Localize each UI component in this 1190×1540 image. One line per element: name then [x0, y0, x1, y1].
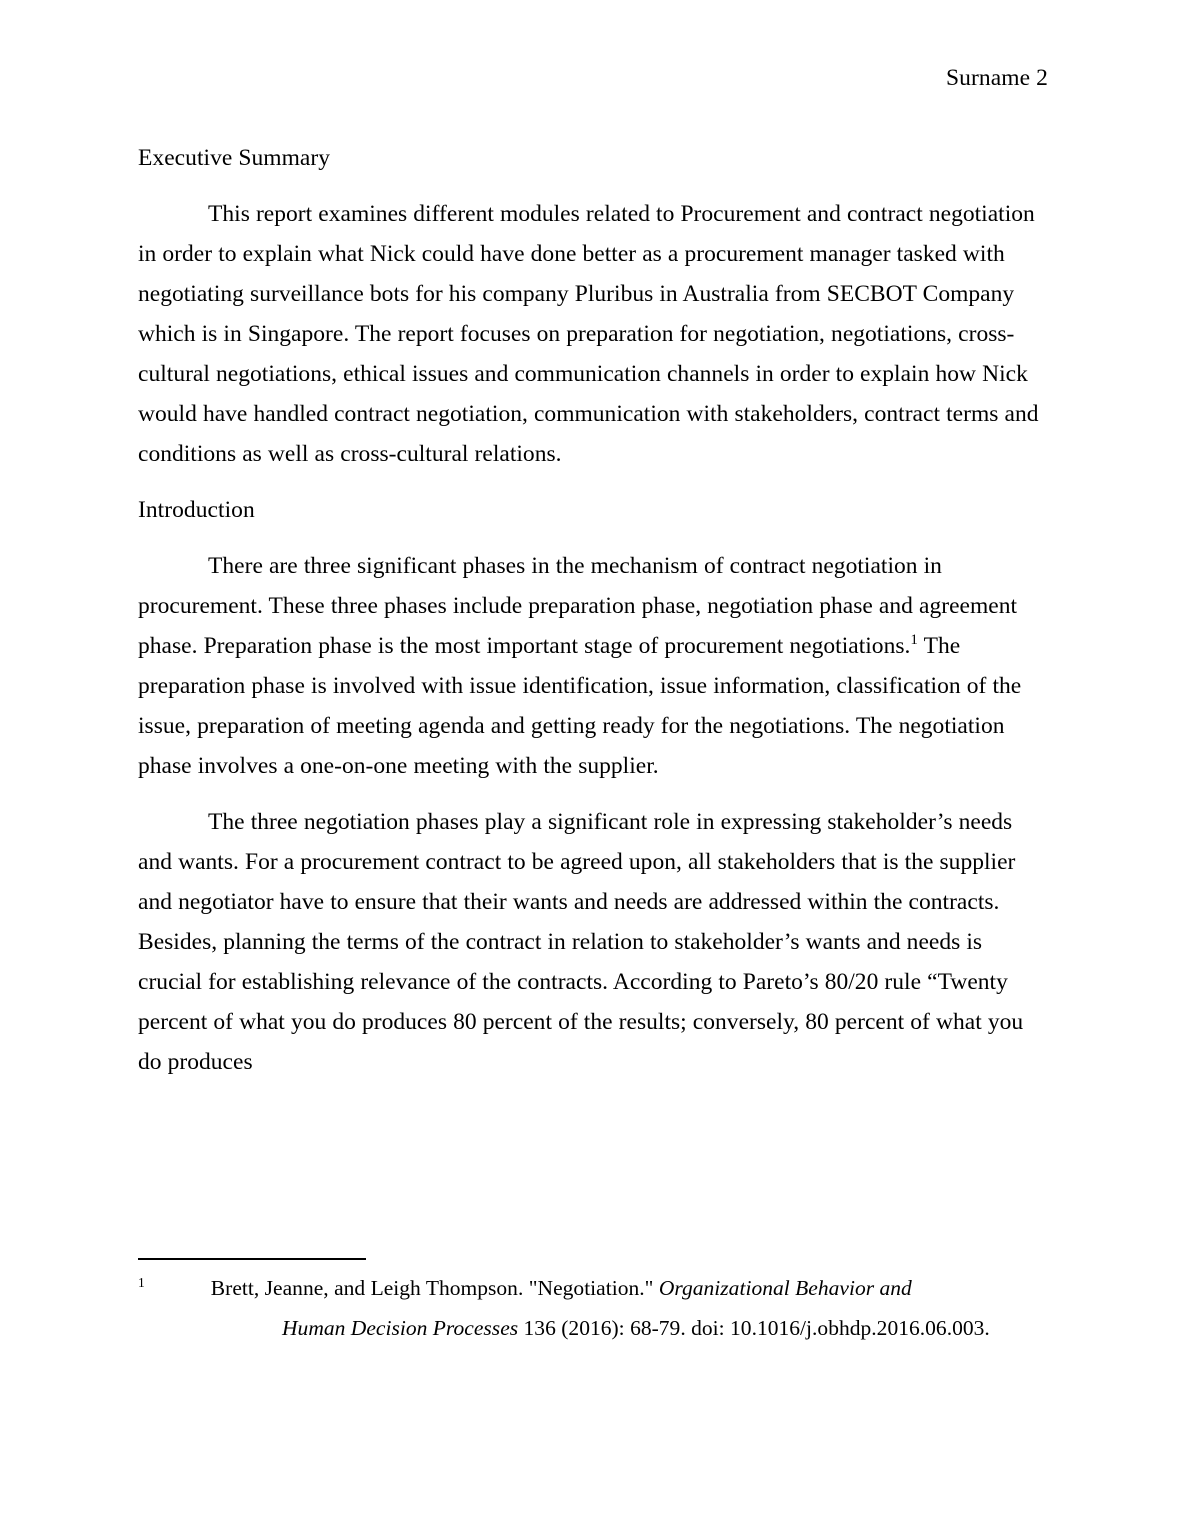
heading-executive-summary: Executive Summary	[138, 145, 331, 171]
footnote-citation-text-1: Brett, Jeanne, and Leigh Thompson. "Negotiation."	[210, 1276, 659, 1300]
footnote-reference-marker[interactable]: 1	[910, 632, 918, 649]
paragraph-introduction-2: The three negotiation phases play a significant role in expressing stakeholder’s needs and wants. For a procurement contract to be agreed upon, all stakeholders that is the supplier and negotiator have to ensure that their wants and needs are addressed within the contracts. Besides, planning the terms of the contract in relation to stakeholder’s wants and needs is crucial for establishing relevance of the contracts. According to Pareto’s 80/20 rule “Twenty percent of what you do produces 80 percent of the results; conversely, 80 percent of what you do produces	[138, 809, 1024, 1075]
footnote-citation-text-2: 136 (2016): 68-79. doi: 10.1016/j.obhdp.2016.06.003.	[518, 1316, 990, 1340]
footnote-journal-title-line-2: Human Decision Processes	[282, 1316, 519, 1340]
footnote-separator-rule	[138, 1258, 366, 1260]
footnote-entry	[138, 1268, 1050, 1348]
footnote-journal-title-line-1: Organizational Behavior and	[658, 1276, 912, 1300]
heading-introduction: Introduction	[138, 497, 255, 523]
footnote-number: 1	[138, 1274, 145, 1290]
paragraph-introduction-1-text-after-footnote: The preparation phase is involved with issue identification, issue information, classification of the issue, preparation of meeting agenda and getting ready for the negotiations. The negotiation phase involves a one-on-one meeting with the supplier.	[138, 633, 1022, 779]
page-header	[138, 64, 1048, 92]
document-body	[138, 138, 1050, 1082]
paragraph-introduction-1-text-before-footnote: There are three significant phases in the mechanism of contract negotiation in procurement. These three phases include preparation phase, negotiation phase and agreement phase. Preparation phase is the most important stage of procurement negotiations.	[138, 553, 1018, 659]
paragraph-introduction-1	[138, 546, 1050, 786]
page-header-text: Surname 2	[945, 65, 1048, 91]
paragraph-executive-summary: This report examines different modules related to Procurement and contract negotiation in order to explain what Nick could have done better as a procurement manager tasked with negotiating surveillance bots for his company Pluribus in Australia from SECBOT Company which is in Singapore. The report focuses on preparation for negotiation, negotiations, cross-cultural negotiations, ethical issues and communication channels in order to explain how Nick would have handled contract negotiation, communication with stakeholders, contract terms and conditions as well as cross-cultural relations.	[138, 201, 1039, 467]
footnote-area	[138, 1258, 1050, 1348]
footnote-second-line	[210, 1308, 1050, 1348]
